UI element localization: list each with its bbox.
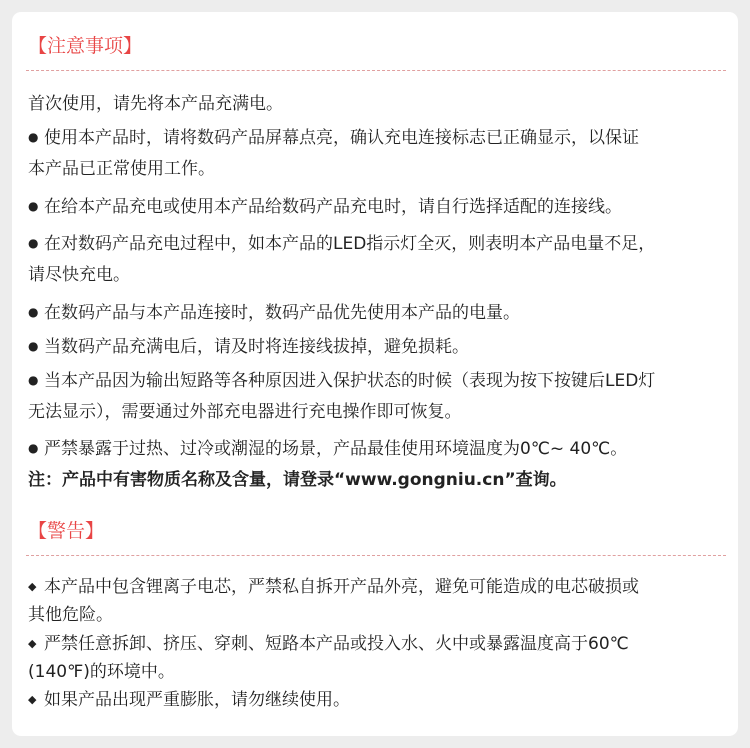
warning-item-1-cont: 其他危险。 [28, 605, 113, 625]
diamond-bullet-icon: ◆ [28, 580, 37, 593]
harmful-substance-note: 注：产品中有害物质名称及含量，请登录“www.gongniu.cn”查询。 [28, 470, 567, 490]
notice-item-text: 在给本产品充电或使用本产品给数码产品充电时，请自行选择适配的连接线。 [44, 197, 622, 217]
bullet-icon: ● [28, 236, 39, 250]
notice-card [12, 12, 738, 736]
notice-item-text: 严禁暴露于过热、过冷或潮湿的场景，产品最佳使用环境温度为0℃~ 40℃。 [44, 439, 628, 459]
notice-item-text: 使用本产品时，请将数码产品屏幕点亮，确认充电连接标志已正确显示，以保证 [44, 128, 639, 148]
notice-item-4 [28, 301, 520, 324]
warning-divider [26, 555, 726, 556]
warning-item-2 [28, 633, 629, 655]
bullet-icon: ● [28, 373, 39, 387]
diamond-bullet-icon: ◆ [28, 637, 37, 650]
notice-item-7 [28, 437, 627, 460]
warning-title: 【警告】 [28, 520, 105, 542]
notice-item-text: 在数码产品与本产品连接时，数码产品优先使用本产品的电量。 [44, 303, 520, 323]
notice-item-1 [28, 126, 639, 149]
notice-item-text: 当本产品因为输出短路等各种原因进入保护状态的时候（表现为按下按键后LED灯 [44, 371, 656, 391]
diamond-bullet-icon: ◆ [28, 693, 37, 706]
warning-item-2-cont: (140℉)的环境中。 [28, 662, 175, 682]
bullet-icon: ● [28, 339, 39, 353]
notice-divider [26, 70, 726, 71]
notice-item-6-cont: 无法显示），需要通过外部充电器进行充电操作即可恢复。 [28, 402, 462, 422]
notice-item-3-cont: 请尽快充电。 [28, 265, 130, 285]
notice-item-text: 在对数码产品充电过程中，如本产品的LED指示灯全灭，则表明本产品电量不足， [44, 234, 656, 254]
notice-title: 【注意事项】 [28, 35, 143, 57]
notice-item-3 [28, 232, 655, 255]
warning-item-text: 如果产品出现严重膨胀，请勿继续使用。 [44, 690, 350, 710]
notice-item-5 [28, 335, 469, 358]
bullet-icon: ● [28, 441, 39, 455]
bullet-icon: ● [28, 305, 39, 319]
bullet-icon: ● [28, 130, 39, 144]
notice-item-1-cont: 本产品已正常使用工作。 [28, 159, 215, 179]
notice-item-2 [28, 195, 622, 218]
warning-item-3 [28, 689, 350, 711]
warning-item-text: 本产品中包含锂离子电芯，严禁私自拆开产品外亮，避免可能造成的电芯破损或 [44, 577, 639, 597]
warning-item-1 [28, 576, 639, 598]
notice-intro: 首次使用，请先将本产品充满电。 [28, 94, 283, 114]
notice-item-text: 当数码产品充满电后，请及时将连接线拔掉，避免损耗。 [44, 337, 469, 357]
notice-item-6 [28, 369, 655, 392]
bullet-icon: ● [28, 199, 39, 213]
warning-item-text: 严禁任意拆卸、挤压、穿刺、短路本产品或投入水、火中或暴露温度高于60℃ [44, 634, 629, 654]
